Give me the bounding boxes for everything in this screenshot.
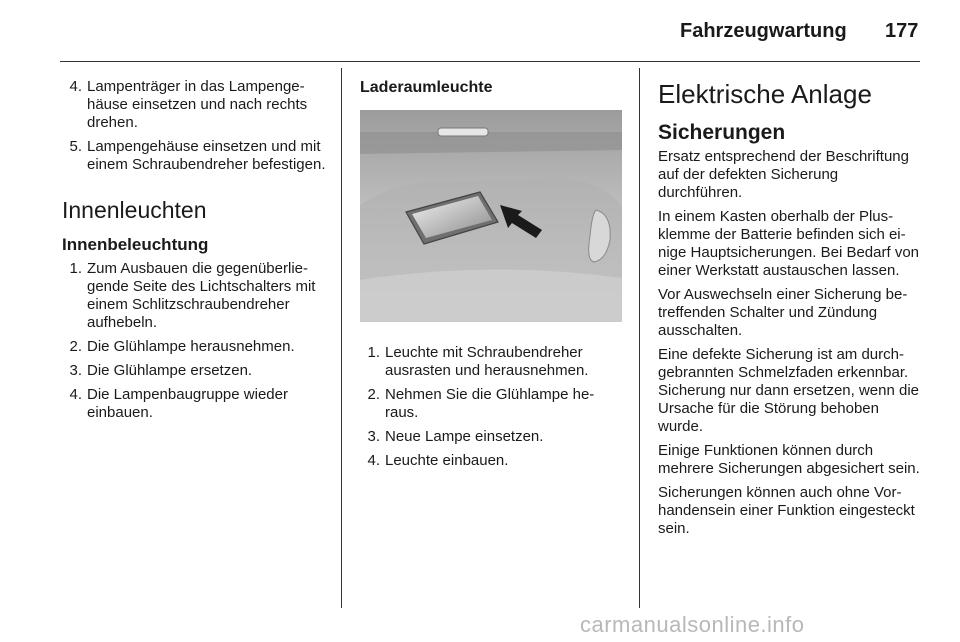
list-item: 3. Neue Lampe einsetzen.	[367, 428, 544, 445]
list-item: 5. Lampengehäuse einsetzen und mit einem Schraubendreher befestigen.	[69, 138, 326, 173]
paragraph: Einige Funktionen können durch mehrere Sicherungen abgesichert sein.	[658, 442, 920, 477]
paragraph: Ersatz entsprechend der Beschriftung auf der defekten Sicherung durchführen.	[658, 148, 909, 201]
list-item: 4. Leuchte einbauen.	[367, 452, 509, 469]
paragraph: Eine defekte Sicherung ist am durchgebrannten Schmelzfaden erkennbar. Sicherung nur dann ersetzen, wenn die Ursache für die Störung behoben wurde.	[658, 346, 920, 435]
section-title: Fahrzeugwartung	[680, 20, 847, 42]
list-item: 1. Zum Ausbauen die gegenüberliegende Seite des Lichtschalters mit einem Schlitzschraubendreher aufhebeln.	[69, 260, 316, 331]
list-item: 3. Die Glühlampe ersetzen.	[69, 362, 253, 379]
column-divider-left	[341, 68, 342, 608]
watermark: carmanualsonline.info	[580, 612, 805, 637]
page-number: 177	[885, 20, 919, 42]
steps-laderaumleuchte	[360, 344, 622, 470]
heading-elektrische-anlage: Elektrische Anlage	[658, 79, 872, 109]
cargo-light-illustration	[360, 110, 622, 322]
heading-laderaumleuchte: Laderaumleuchte	[360, 79, 493, 96]
list-item: 4. Lampenträger in das Lampengehäuse einsetzen und nach rechts drehen.	[69, 78, 308, 131]
list-item: 2. Die Glühlampe herausnehmen.	[69, 338, 295, 355]
subheading-sicherungen: Sicherungen	[658, 121, 786, 144]
column-2	[360, 78, 622, 476]
column-divider-right	[639, 68, 640, 608]
header-rule	[60, 61, 920, 62]
list-item: 1. Leuchte mit Schraubendreher ausrasten und herausnehmen.	[367, 344, 589, 379]
subheading-innenbeleuchtung: Innenbeleuchtung	[62, 235, 209, 254]
paragraph: Sicherungen können auch ohne Vorhandensein einer Funktion eingesteckt sein.	[658, 484, 915, 537]
paragraph: Vor Auswechseln einer Sicherung betreffenden Schalter und Zündung ausschalten.	[658, 286, 908, 339]
paragraph: In einem Kasten oberhalb der Plusklemme der Batterie befinden sich einige Hauptsicherungen. Bei Bedarf von einer Werkstatt austauschen lassen.	[658, 208, 920, 279]
column-3	[658, 78, 923, 544]
column-1	[62, 78, 330, 428]
heading-innenleuchten: Innenleuchten	[62, 197, 207, 223]
list-item: 4. Die Lampenbaugruppe wieder einbauen.	[69, 386, 288, 421]
list-item: 2. Nehmen Sie die Glühlampe heraus.	[367, 386, 595, 421]
steps-continued	[62, 78, 330, 174]
steps-innenbeleuchtung	[62, 260, 330, 422]
